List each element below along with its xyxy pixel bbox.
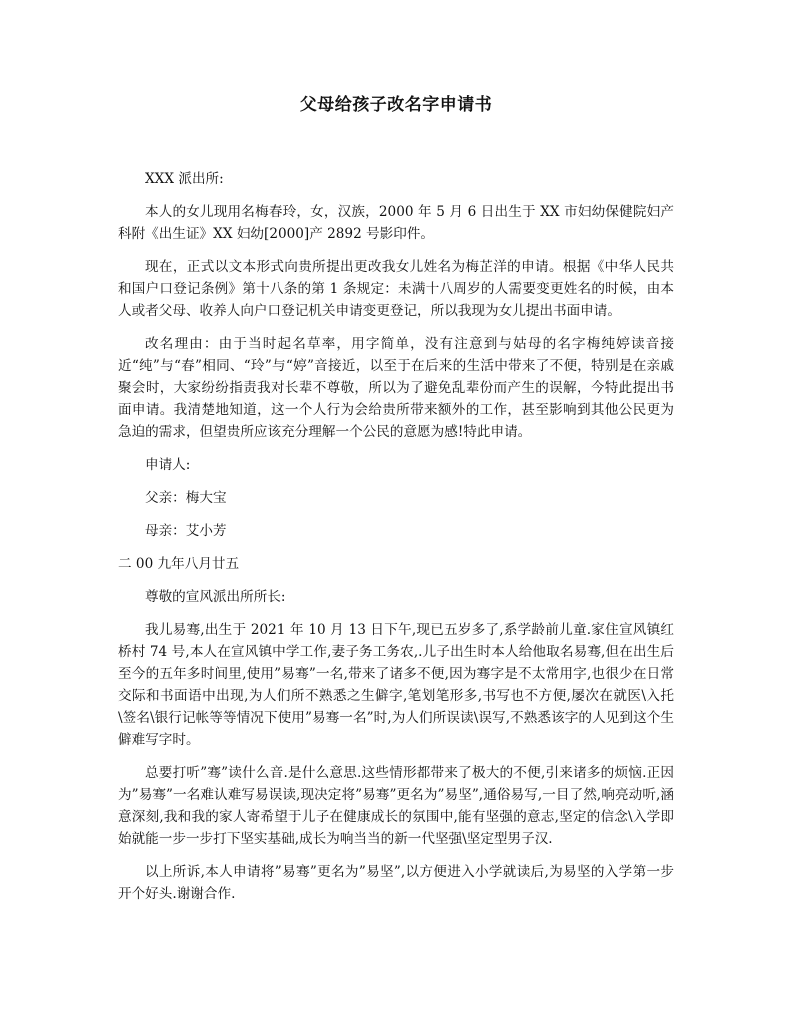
document-title: 父母给孩子改名字申请书 bbox=[299, 95, 493, 115]
letter1-paragraph-3: 改名理由：由于当时起名草率，用字简单，没有注意到与姑母的名字梅纯婷读音接近“纯”与“春”相同、“玲”与“婷”音接近，以至于在后来的生活中带来了不便，特别是在亲戚聚会时，大家纷纷指责我对长辈不尊敬，所以为了避免乱辈份而产生的误解，今特此提出书面申请。我清楚地知道，这一个人行为会给贵所带来额外的工作，甚至影响到其他公民更为急迫的需求，但望贵所应该充分理解一个公民的意愿为感!特此申请。 bbox=[118, 336, 674, 440]
mother-signature: 母亲：艾小芳 bbox=[145, 523, 227, 539]
letter2-paragraph-1: 我儿易骞,出生于 2021 年 10 月 13 日下午,现已五岁多了,系学龄前儿童.家住宣风镇红桥村 74 号,本人在宣风镇中学工作,妻子务工务农,.儿子出生时本人给他取名易骞,但在出生后至今的五年多时间里,使用”易骞”一名,带来了诸多不便,因为骞字是不太常用字,也很少在日常交际和书面语中出现,为人们所不熟悉之生僻字,笔划笔形多,书写也不方便,屡次在就医\入托\签名\银行记帐等等情况下使用”易骞一名”时,为人们所误读\误写,不熟悉该字的人见到这个生僻难写字时。 bbox=[118, 622, 674, 748]
father-signature: 父亲：梅大宝 bbox=[145, 490, 227, 506]
letter2-paragraph-2: 总要打听”骞”读什么音.是什么意思.这些情形都带来了极大的不便,引来诸多的烦恼.正因为”易骞”一名难认难写易误读,现决定将”易骞”更名为”易坚”,通俗易写,一目了然,响亮动听,涵意深刻,我和我的家人寄希望于儿子在健康成长的氛围中,能有坚强的意志,坚定的信念\入学即始就能一步一步打下坚实基础,成长为响当当的新一代坚强\坚定型男子汉. bbox=[118, 765, 674, 847]
letter1-salutation: XXX 派出所: bbox=[145, 171, 224, 187]
letter1-paragraph-1: 本人的女儿现用名梅春玲，女，汉族，2000 年 5 月 6 日出生于 XX 市妇幼保健院妇产科附《出生证》XX 妇幼[2000]产 2892 号影印件。 bbox=[118, 204, 674, 242]
letter1-paragraph-2: 现在，正式以文本形式向贵所提出更改我女儿姓名为梅芷洋的申请。根据《中华人民共和国户口登记条例》第十八条的第 1 条规定：未满十八周岁的人需要变更姓名的时候，由本人或者父母、收养人向户口登记机关申请变更登记，所以我现为女儿提出书面申请。 bbox=[118, 259, 674, 319]
letter1-date: 二 00 九年八月廿五 bbox=[118, 556, 240, 572]
letter2-paragraph-3: 以上所诉,本人申请将”易骞”更名为”易坚”,以方便进入小学就读后,为易坚的入学第一步开个好头.谢谢合作. bbox=[118, 864, 674, 902]
applicant-label: 申请人: bbox=[145, 457, 191, 473]
letter2-salutation: 尊敬的宣风派出所所长: bbox=[145, 589, 286, 605]
